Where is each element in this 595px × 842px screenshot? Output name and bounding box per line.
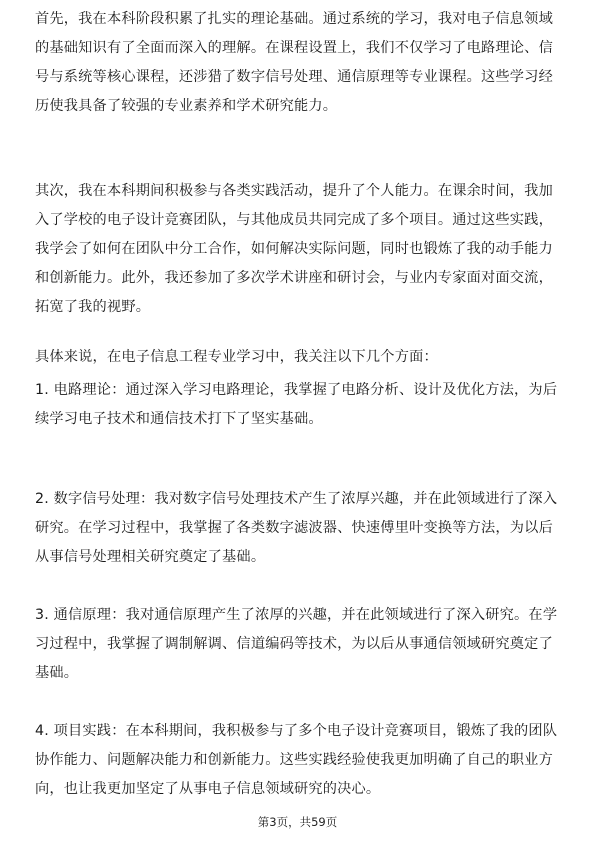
- list-item-dsp: 2. 数字信号处理：我对数字信号处理技术产生了浓厚兴趣，并在此领域进行了深入研究。在学习过程中，我掌握了各类数字滤波器、快速傅里叶变换等方法，为以后从事信号处理相关研究奠定了基础。: [35, 491, 558, 565]
- list-item-circuit-theory: 1. 电路理论：通过深入学习电路理论，我掌握了电路分析、设计及优化方法，为后续学习电子技术和通信技术打下了坚实基础。: [35, 382, 558, 427]
- list-item-communication: 3. 通信原理：我对通信原理产生了浓厚的兴趣，并在此领域进行了深入研究。在学习过程中，我掌握了调制解调、信道编码等技术，为以后从事通信领域研究奠定了基础。: [35, 607, 558, 681]
- page-number-footer: 第3页，共59页: [257, 815, 338, 829]
- paragraph-practice: 其次，我在本科期间积极参与各类实践活动，提升了个人能力。在课余时间，我加入了学校的电子设计竞赛团队，与其他成员共同完成了多个项目。通过这些实践，我学会了如何在团队中分工合作，如何解决实际问题，同时也锻炼了我的动手能力和创新能力。此外，我还参加了多次学术讲座和研讨会，与业内专家面对面交流，拓宽了我的视野。: [35, 183, 553, 315]
- paragraph-focus-intro: 具体来说，在电子信息工程专业学习中，我关注以下几个方面：: [35, 349, 438, 365]
- list-item-project-practice: 4. 项目实践：在本科期间，我积极参与了多个电子设计竞赛项目，锻炼了我的团队协作能力、问题解决能力和创新能力。这些实践经验使我更加明确了自己的职业方向，也让我更加坚定了从事电子信息领域研究的决心。: [35, 723, 558, 797]
- paragraph-foundation: 首先，我在本科阶段积累了扎实的理论基础。通过系统的学习，我对电子信息领域的基础知识有了全面而深入的理解。在课程设置上，我们不仅学习了电路理论、信号与系统等核心课程，还涉猎了数字信号处理、通信原理等专业课程。这些学习经历使我具备了较强的专业素养和学术研究能力。: [35, 11, 553, 114]
